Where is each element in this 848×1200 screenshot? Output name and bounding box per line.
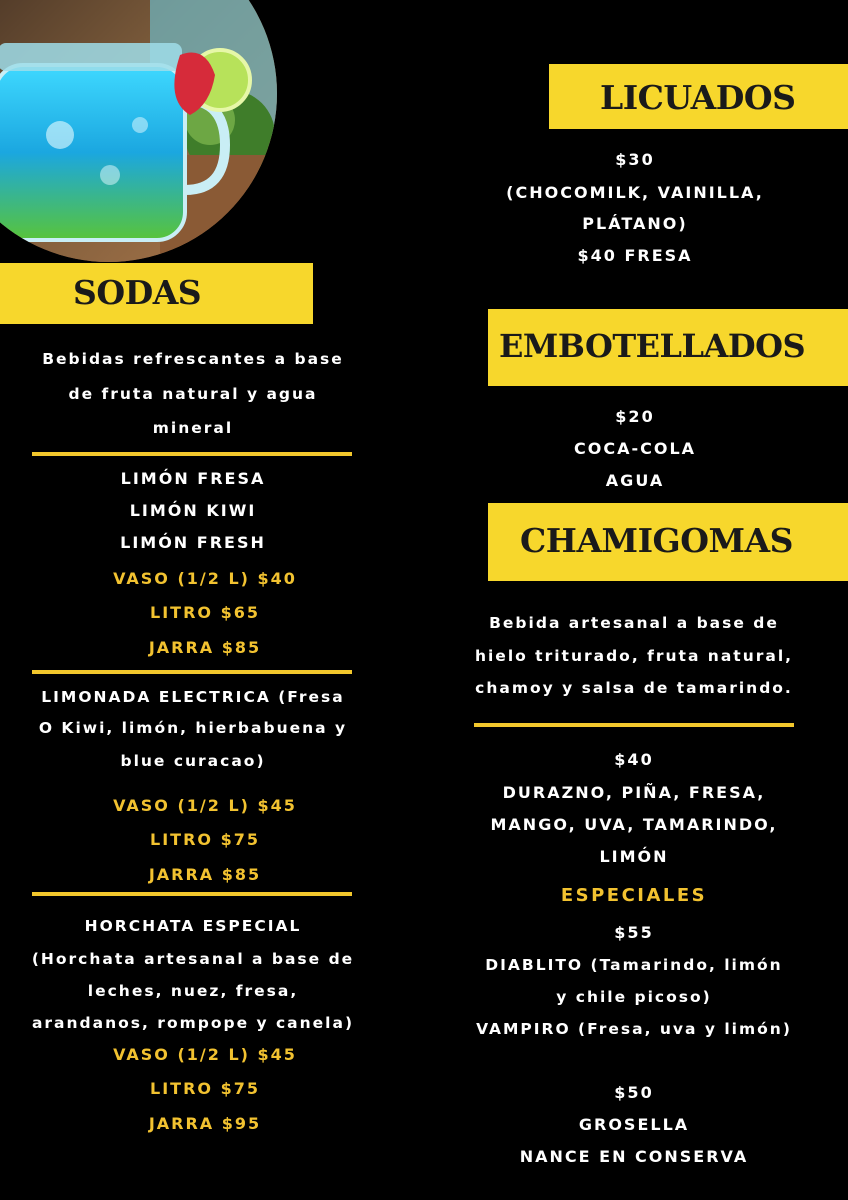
divider (32, 892, 352, 896)
drink-photo (0, 0, 277, 262)
sodas-title: SODAS (73, 273, 202, 312)
especiales-line: DIABLITO (Tamarindo, limón (485, 956, 783, 974)
licuados-line: $40 FRESA (577, 246, 693, 265)
menu-item: leches, nuez, fresa, (87, 982, 299, 1000)
embotellados-line: $20 (615, 407, 655, 426)
price-line: LITRO $75 (150, 830, 260, 849)
menu-item: LIMÓN KIWI (129, 501, 257, 520)
chamigomas-description-line: hielo triturado, fruta natural, (474, 647, 794, 665)
licuados-line: (CHOCOMILK, VAINILLA, (506, 183, 764, 202)
price-line: VASO (1/2 L) $40 (113, 569, 297, 588)
drink-jar-image (0, 0, 277, 262)
price-line: JARRA $85 (148, 638, 262, 657)
price-line: VASO (1/2 L) $45 (113, 1045, 297, 1064)
price-line: LITRO $75 (150, 1079, 260, 1098)
especiales-line: VAMPIRO (Fresa, uva y limón) (476, 1020, 792, 1038)
chamigomas-line: LIMÓN (599, 847, 669, 866)
divider (32, 670, 352, 674)
sodas-description-line: de fruta natural y agua (68, 385, 318, 403)
embotellados-line: COCA-COLA (573, 439, 697, 458)
sodas-description-line: mineral (152, 419, 234, 437)
menu-item: blue curacao) (120, 752, 266, 770)
especiales-label: ESPECIALES (560, 885, 708, 906)
extra-line: NANCE EN CONSERVA (519, 1147, 749, 1166)
licuados-title: LICUADOS (600, 78, 796, 117)
price-line: JARRA $95 (148, 1114, 262, 1133)
extra-line: $50 (614, 1083, 654, 1102)
menu-item: LIMÓN FRESA (120, 469, 266, 488)
menu-item: O Kiwi, limón, hierbabuena y (38, 719, 348, 737)
especiales-line: y chile picoso) (556, 988, 712, 1006)
divider (474, 723, 794, 727)
extra-line: GROSELLA (578, 1115, 690, 1134)
embotellados-title: EMBOTELLADOS (499, 327, 806, 365)
price-line: LITRO $65 (150, 603, 260, 622)
menu-item: LIMÓN FRESH (120, 533, 266, 552)
menu-item: LIMONADA ELECTRICA (Fresa (41, 688, 345, 706)
chamigomas-line: MANGO, UVA, TAMARINDO, (490, 815, 778, 834)
chamigomas-description-line: Bebida artesanal a base de (489, 614, 779, 632)
chamigomas-title: CHAMIGOMAS (520, 521, 793, 560)
embotellados-line: AGUA (605, 471, 665, 490)
divider (32, 452, 352, 456)
menu-item: (Horchata artesanal a base de (31, 950, 355, 968)
chamigomas-line: DURAZNO, PIÑA, FRESA, (502, 783, 766, 802)
menu-item: arandanos, rompope y canela) (31, 1014, 355, 1032)
especiales-line: $55 (614, 923, 654, 942)
licuados-line: $30 (615, 150, 655, 169)
sodas-description-line: Bebidas refrescantes a base (42, 350, 344, 368)
chamigomas-line: $40 (614, 750, 654, 769)
chamigomas-description-line: chamoy y salsa de tamarindo. (475, 679, 793, 697)
price-line: VASO (1/2 L) $45 (113, 796, 297, 815)
menu-item: HORCHATA ESPECIAL (84, 917, 302, 935)
licuados-line: PLÁTANO) (582, 214, 688, 233)
price-line: JARRA $85 (148, 865, 262, 884)
